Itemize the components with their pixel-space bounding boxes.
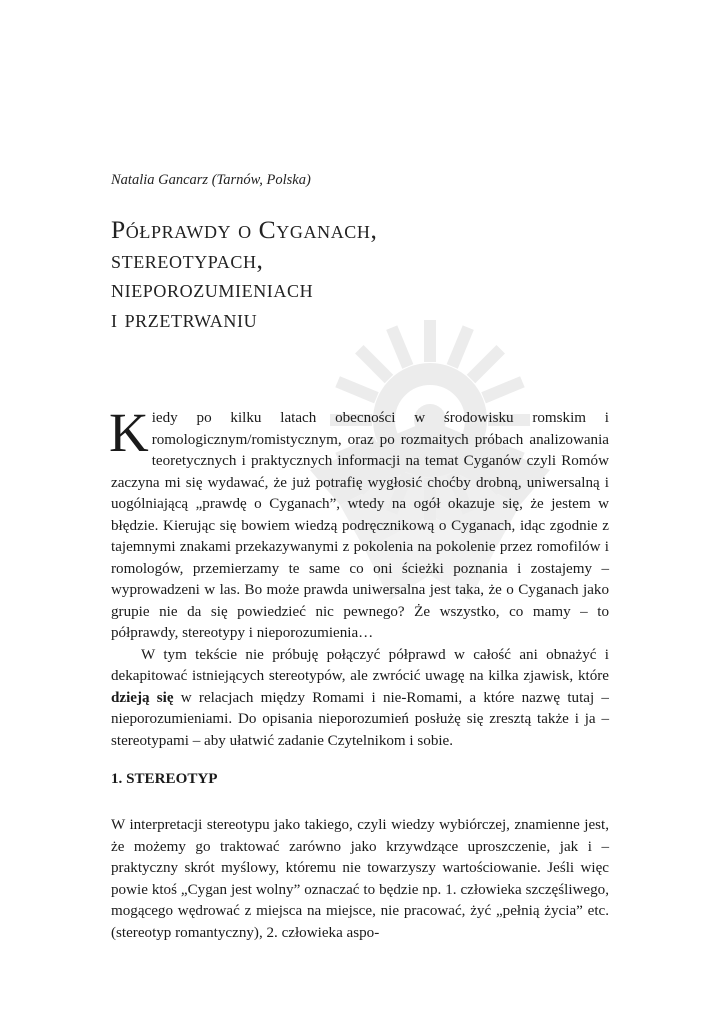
- wheel-spoke: [392, 328, 408, 367]
- paragraph-2: [111, 645, 609, 753]
- drop-cap: K: [109, 402, 149, 463]
- title-line: i przetrwaniu: [111, 303, 258, 333]
- article-title: [111, 215, 551, 333]
- title-line: stereotypach,: [111, 244, 264, 274]
- wheel-spoke: [471, 349, 501, 379]
- title-line: Półprawdy o Cyganach,: [111, 215, 378, 244]
- paragraph-1: [109, 402, 609, 645]
- paragraph-2-text: W tym tekście nie próbuję połączyć półprawd w całość ani obnażyć i dekapitować istniejących stereotypów, ale zwrócić uwagę na kilka zjawisk, które: [111, 646, 609, 684]
- wheel-spoke: [452, 328, 468, 367]
- paragraph-1-text: iedy po kilku latach obecności w środowisku romskim i romologicznym/romistycznym, oraz po rozmaitych próbach analizowania teoretycznych i praktycznych informacji na temat Cyganów czyli Romów zaczyna mi się wydawać, że już potrafię wygłosić choćby drobną, uniwersalną i uogólniającą „prawdę o Cyganach”, wtedy na ogół okazuje się, że jestem w błędzie. Kierując się bowiem wiedzą podręcznikową o Cyganach, idąc zgodnie z tajemnymi znakami przekazywanymi z pokolenia na pokolenie przez romofilów i romologów, przemierzamy te same co oni ścieżki poznania i zostajemy – wyprowadzeni w las. Bo może prawda uniwersalna jest taka, że o Cyganach jako grupie nie da się powiedzieć nic pewnego? Że wszystko, co mamy – to półprawdy, stereotypy i nieporozumienia…: [111, 410, 609, 641]
- body-text-block: [109, 402, 609, 752]
- wheel-spoke: [484, 382, 523, 398]
- bold-phrase: dzieją się: [111, 689, 174, 706]
- author-line: Natalia Gancarz (Tarnów, Polska): [111, 172, 311, 188]
- wheel-spoke: [338, 382, 377, 398]
- section-heading: 1. STEREOTYP: [111, 771, 218, 787]
- paragraph-2-text-end: w relacjach między Romami i nie-Romami, a które nazwę tutaj – nieporozumieniami. Do opisania nieporozumień posłużę się zresztą także i ja – stereotypami – aby ułatwić zadanie Czytelnikom i sobie.: [111, 689, 609, 749]
- paragraph-3: W interpretacji stereotypu jako takiego, czyli wiedzy wybiórczej, znamienne jest, że możemy go traktować zarówno jako krzywdzące uproszczenie, jak i – praktyczny skrót myślowy, któremu nie towarzyszy wartościowanie. Jeśli więc powie ktoś „Cygan jest wolny” oznaczać to będzie np. 1. człowieka szczęśliwego, mogącego wędrować z miejsca na miejsce, nie pracować, żyć „pełnią życia” etc. (stereotyp romantyczny), 2. człowieka aspo-: [111, 817, 609, 941]
- wheel-spoke: [359, 349, 389, 379]
- title-line: nieporozumieniach: [111, 274, 314, 303]
